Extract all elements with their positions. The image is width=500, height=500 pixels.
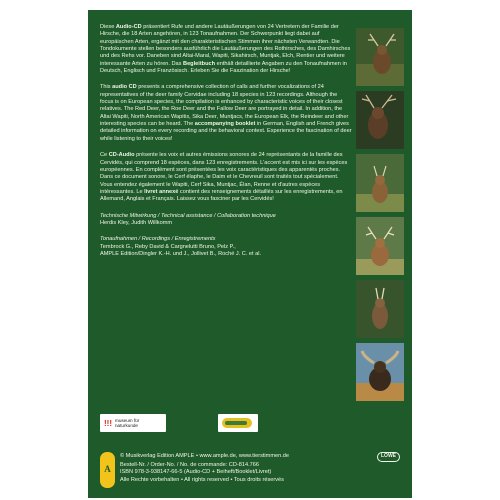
text: in German, English and French gives detailed information on every recording and the behavioral context. Experience the fascination of deer while listening to their voices! (100, 121, 352, 142)
ample-logo (100, 452, 115, 488)
bold-text: Audio-CD (115, 24, 142, 30)
text: présente les voix et autres émissions sonores de 24 représentants de la famille des Cervidés, qui comprend 18 espèces, dans 123 enregistrements. L'accent est mis ici sur les espèces européennes. En complément sont présentées les voix caractéristiques des apparentés proches. Dans ce document sonore, le Cerf élaphe, le Daim et le Chevreuil sont traités tout spécialement. Vous entendez également le Wapiti, Cerf Sika, Muntjac, Élan, Renne et d'autres espèces intéressantes. Le (100, 152, 348, 195)
museum-name: museum für naturkunde (115, 418, 140, 428)
deer-photo-column (356, 28, 404, 406)
publisher-footer (100, 452, 400, 484)
copyright-line (120, 452, 400, 462)
bold-text: Begleitbuch (183, 60, 216, 67)
deer-photo-4 (356, 217, 404, 275)
bold-text: accompanying booklet (194, 121, 256, 128)
text: Diese (100, 24, 116, 30)
recording-credits (100, 236, 352, 258)
deer-photo-5 (356, 280, 404, 338)
bold-text: livret annexé (144, 188, 179, 195)
text: Ce (100, 152, 109, 159)
bold-text: audio CD (112, 84, 137, 91)
bold-text: CD-Audio (108, 152, 135, 159)
green-panel (88, 10, 412, 498)
text-column (100, 24, 352, 268)
deer-photo-6 (356, 343, 404, 401)
sponsor-logos (100, 414, 400, 436)
paragraph-french (100, 152, 352, 203)
ample-logo-letter: A (104, 464, 111, 475)
isbn: ISBN 978-3-938147-66-5 (Audio-CD + Beiheft/Booklet/Livret) (120, 469, 272, 476)
deer-photo-3 (356, 154, 404, 212)
text: This (100, 84, 113, 91)
text: contient des renseignements détaillés sur les enregistrements, en Allemand, Anglais et Français. Laissez vous fasciner par les Cervidés! (100, 188, 343, 203)
museum-logo (100, 414, 166, 432)
museum-mark: !!! (104, 418, 112, 428)
rights-notice: Alle Rechte vorbehalten • All rights reserved • Tous droits réservés (120, 476, 284, 483)
technical-heading: Technische Mitwirkung / Technical assistance / Collaboration technique (100, 212, 276, 219)
recordings-heading: Tonaufnahmen / Recordings / Enregistrements (100, 236, 216, 243)
paragraph-german (100, 24, 352, 75)
technical-credits (100, 213, 352, 228)
order-number: Bestell-Nr. / Order-No. / No. de commande: CD-814.766 (120, 461, 259, 468)
paragraph-english (100, 84, 352, 143)
deer-photo-2 (356, 91, 404, 149)
partner-logo (218, 414, 258, 432)
loewe-logo: LÖWE (377, 452, 400, 462)
text: enthält detaillierte Angaben zu den Tonaufnahmen in Deutsch, Englisch und Französisch. Erleben Sie die Faszination der Hirsche! (100, 60, 347, 75)
recordings-names-1: Tembrock G., Reby David & Cargnelutti Bruno, Pelz P., (100, 243, 236, 250)
text: presents a comprehensive collection of calls and further vocalizations of 24 representatives of the deer family Cervidae including 18 species in 123 recordings. Although the focus is on European species, the compilation is enhanced by characteristic voices of their closest relatives. The Red Deer, the Roe Deer and the Fallow Deer are portrayed in detail. In addition, the Altai Wapiti, North American Wapitis, Sika Deer, Muntjacs, the European Elk, the Reindeer and other interesting species can be heard. The (100, 84, 349, 128)
deer-photo-1 (356, 28, 404, 86)
text: präsentiert Rufe und andere Lautäußerungen von 24 Vertretern der Familie der Hirsche, die 18 Arten angehören, in 123 Tonaufnahmen. Der Schwerpunkt liegt dabei auf europäischen Arten, ergänzt mit den charakteristischen Stimmen ihrer nächsten Verwandten. Die Tondokumente stellen besonders ausführlich die Lautäußerungen des Rothirsches, des Damhirsches und des Rehs vor. Daneben sind Altai-Maral, Wapiti, Sikahirsch, Muntjak, Elch, Rentier und weitere interessante Arten zu hören. Das (100, 24, 351, 67)
copyright: © Musikverlag Edition AMPLE • www.ample.de, www.tierstimmen.de (120, 453, 289, 459)
footer-text (120, 452, 400, 484)
credits (100, 213, 352, 259)
technical-names: Herdis Kley, Judith Willkomm (100, 219, 173, 226)
partner-logo-graphic (222, 418, 252, 428)
recordings-names-2: AMPLE Edition/Dingler K.-H. und J., Jollivet B., Roché J. C. et al. (100, 251, 262, 258)
